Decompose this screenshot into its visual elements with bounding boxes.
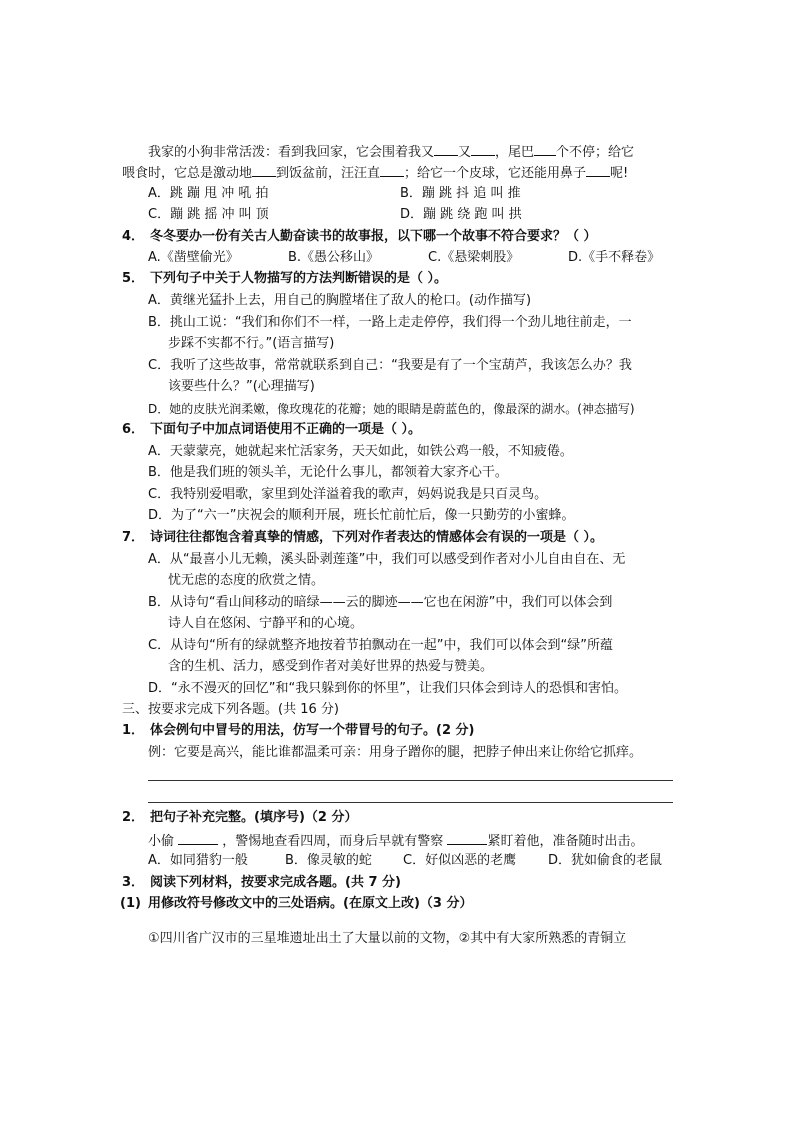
answer-line[interactable] (148, 780, 673, 781)
q6-option-b: B．他是我们班的领头羊，无论什么事儿，都领着大家齐心干。 (148, 465, 508, 480)
q7-line: 含的生机、活力，感受到作者对美好世界的热爱与赞美。 (168, 659, 494, 674)
subquestion-3-1: (1) 用修改符号修改文中的三处语病。(在原文上改)（3 分） (120, 896, 473, 911)
passage-line: ①四川省广汉市的三星堆遗址出土了大量以前的文物，②其中有大家所熟悉的青铜立 (148, 931, 627, 946)
q4-option-c: C.《悬梁刺股》 (428, 250, 520, 265)
intro-option-c: C．蹦 跳 摇 冲 叫 顶 (148, 207, 269, 222)
section-3-title: 三、按要求完成下列各题。(共 16 分) (122, 702, 339, 717)
subquestion-2: 2． 把句子补充完整。(填序号)（2 分） (122, 810, 358, 825)
q7-line: B．从诗句“看山间移动的暗绿——云的脚迹——它也在闲游”中，我们可以体会到 (148, 595, 613, 610)
intro-line-2: 喂食时，它总是激动地 到饭盆前，汪汪直 ；给它一个皮球，它还能用鼻子 呢! (122, 166, 629, 181)
intro-option-a: A．跳 蹦 甩 冲 吼 拍 (148, 186, 269, 201)
intro-line-1: 我家的小狗非常活泼：看到我回家，它会围着我又 又 ，尾巴 个不停；给它 (148, 145, 635, 160)
q5-line: 该要些什么？”(心理描写) (168, 379, 315, 394)
answer-blank[interactable] (471, 143, 495, 156)
q4-option-a: A.《凿壁偷光》 (148, 250, 239, 265)
intro-option-d: D．蹦 跳 绕 跑 叫 拱 (400, 207, 522, 222)
question-4: 4． 冬冬要办一份有关古人勤奋读书的故事报，以下哪一个故事不符合要求？（ ） (122, 229, 597, 244)
answer-blank[interactable] (380, 164, 404, 177)
q5-line: A．黄继光猛扑上去，用自己的胸膛堵住了敌人的枪口。(动作描写) (148, 293, 532, 308)
question-5: 5． 下列句子中关于人物描写的方法判断错误的是（ ）。 (122, 271, 448, 286)
q7-line: A．从“最喜小儿无赖，溪头卧剥莲蓬”中，我们可以感受到作者对小儿自由自在、无 (148, 552, 626, 567)
answer-blank[interactable] (252, 164, 276, 177)
q6-option-d: D．为了“六一”庆祝会的顺利开展，班长忙前忙后，像一只勤劳的小蜜蜂。 (148, 508, 575, 523)
q7-line: 诗人自在悠闲、宁静平和的心境。 (168, 616, 364, 631)
question-7: 7． 诗词往往都饱含着真挚的情感，下列对作者表达的情感体会有误的一项是（ ）。 (122, 530, 604, 545)
q5-line: B．挑山工说：“我们和你们不一样，一路上走走停停，我们得一个劲儿地往前走，一 (148, 315, 632, 330)
subquestion-3: 3． 阅读下列材料，按要求完成各题。(共 7 分) (122, 875, 401, 890)
q7-line: D．“永不漫灭的回忆”和“我只躲到你的怀里”，让我们只体会到诗人的恐惧和害怕。 (148, 681, 627, 696)
q7-line: C．从诗句“所有的绿就整齐地按着节拍飘动在一起”中，我们可以体会到“绿”所蕴 (148, 638, 614, 653)
s2-option-b: B．像灵敏的蛇 (285, 853, 372, 868)
fill-sentence: 小偷 ，警惕地查看四周，而身后早就有警察 紧盯着他，准备随时出击。 (148, 834, 644, 849)
q6-option-c: C．我特别爱唱歌，家里到处洋溢着我的歌声，妈妈说我是只百灵鸟。 (148, 487, 548, 502)
example-sentence: 例：它要是高兴，能比谁都温柔可亲：用身子蹭你的腿，把脖子伸出来让你给它抓痒。 (148, 745, 643, 760)
q4-option-d: D.《手不释卷》 (568, 250, 661, 265)
q5-line: D．她的皮肤光润柔嫩，像玫瑰花的花瓣；她的眼睛是蔚蓝色的，像最深的湖水。(神态描写) (148, 402, 635, 416)
answer-blank[interactable] (434, 143, 458, 156)
question-6: 6． 下面句子中加点词语使用不正确的一项是（ ）。 (122, 422, 422, 437)
q6-option-a: A．天蒙蒙亮，她就起来忙活家务，天天如此，如铁公鸡一般，不知疲倦。 (148, 444, 573, 459)
answer-line[interactable] (148, 802, 673, 803)
q7-line: 忧无虑的态度的欣赏之情。 (168, 573, 325, 588)
q4-option-b: B.《愚公移山》 (288, 250, 380, 265)
subquestion-1: 1． 体会例句中冒号的用法，仿写一个带冒号的句子。(2 分) (122, 723, 475, 738)
q5-line: C．我听了这些故事，常常就联系到自己：“我要是有了一个宝葫芦，我该怎么办？我 (148, 358, 632, 373)
s2-option-c: C．好似凶恶的老鹰 (403, 853, 517, 868)
q5-line: 步踩不实都不行。”(语言描写) (168, 336, 335, 351)
answer-blank[interactable] (178, 832, 218, 845)
answer-blank[interactable] (586, 164, 610, 177)
answer-blank[interactable] (447, 832, 487, 845)
s2-option-d: D．犹如偷食的老鼠 (548, 853, 663, 868)
s2-option-a: A．如同猎豹一般 (148, 853, 248, 868)
answer-blank[interactable] (534, 143, 556, 156)
intro-option-b: B．蹦 跳 抖 追 叫 推 (400, 186, 521, 201)
